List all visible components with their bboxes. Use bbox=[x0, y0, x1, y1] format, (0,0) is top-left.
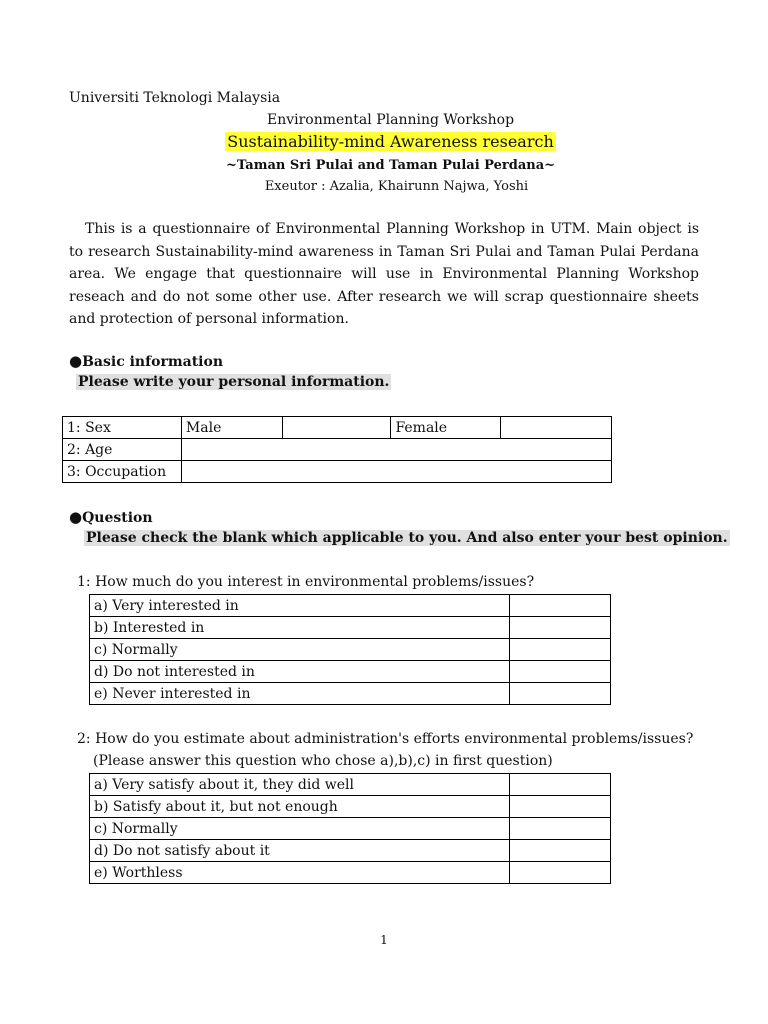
q1-option-label: c) Normally bbox=[90, 639, 510, 661]
q2-option-check-cell[interactable] bbox=[510, 840, 611, 862]
table-row bbox=[90, 862, 611, 884]
question-heading-text: Question bbox=[82, 510, 153, 526]
q2-option-label: d) Do not satisfy about it bbox=[90, 840, 510, 862]
question-1-table bbox=[89, 594, 611, 705]
basic-info-instruction: Please write your personal information. bbox=[78, 374, 390, 390]
q1-option-check-cell[interactable] bbox=[510, 683, 611, 705]
q2-option-label: b) Satisfy about it, but not enough bbox=[90, 796, 510, 818]
basic-info-heading bbox=[69, 352, 223, 370]
intro-paragraph: This is a questionnaire of Environmental Planning Workshop in UTM. Main object is to research Sustainability-mind awareness in Taman Sri Pulai and Taman Pulai Perdana area. We engage that questionnaire will use in Environmental Planning Workshop reseach and do not some other use. After research we will scrap questionnaire sheets and protection of personal information. bbox=[69, 221, 699, 327]
q1-option-label: e) Never interested in bbox=[90, 683, 510, 705]
table-row bbox=[90, 840, 611, 862]
table-row bbox=[90, 796, 611, 818]
document-title: Sustainability-mind Awareness research bbox=[227, 132, 554, 151]
table-row bbox=[90, 639, 611, 661]
table-row bbox=[63, 417, 612, 439]
question-heading bbox=[69, 508, 153, 526]
q1-option-label: a) Very interested in bbox=[90, 595, 510, 617]
q2-option-check-cell[interactable] bbox=[510, 818, 611, 840]
table-row bbox=[63, 439, 612, 461]
basic-info-heading-text: Basic information bbox=[82, 354, 224, 370]
female-label: Female bbox=[391, 417, 501, 439]
table-row bbox=[90, 661, 611, 683]
q1-option-check-cell[interactable] bbox=[510, 617, 611, 639]
q2-option-label: a) Very satisfy about it, they did well bbox=[90, 774, 510, 796]
q2-option-label: e) Worthless bbox=[90, 862, 510, 884]
question-2-table bbox=[89, 773, 611, 884]
q1-option-label: d) Do not interested in bbox=[90, 661, 510, 683]
question-instruction-wrap bbox=[84, 530, 730, 546]
q2-option-check-cell[interactable] bbox=[510, 796, 611, 818]
age-label: 2: Age bbox=[63, 439, 182, 461]
male-checkbox-cell[interactable] bbox=[282, 417, 391, 439]
bullet-icon: ● bbox=[69, 508, 83, 526]
university-name: Universiti Teknologi Malaysia bbox=[69, 90, 281, 106]
question-2-note: (Please answer this question who chose a),b),c) in first question) bbox=[93, 753, 553, 769]
table-row bbox=[90, 683, 611, 705]
table-row bbox=[90, 774, 611, 796]
q2-option-check-cell[interactable] bbox=[510, 862, 611, 884]
occupation-field[interactable] bbox=[181, 461, 611, 483]
sex-label: 1: Sex bbox=[63, 417, 182, 439]
table-row bbox=[90, 595, 611, 617]
basic-info-table bbox=[62, 416, 612, 483]
female-checkbox-cell[interactable] bbox=[501, 417, 612, 439]
q1-option-check-cell[interactable] bbox=[510, 639, 611, 661]
document-subtitle: ~Taman Sri Pulai and Taman Pulai Perdana~ bbox=[225, 158, 556, 173]
table-row bbox=[63, 461, 612, 483]
table-row bbox=[90, 617, 611, 639]
basic-info-instruction-wrap bbox=[76, 374, 391, 390]
q1-option-label: b) Interested in bbox=[90, 617, 510, 639]
q2-option-label: c) Normally bbox=[90, 818, 510, 840]
male-label: Male bbox=[181, 417, 282, 439]
question-1-text: 1: How much do you interest in environmental problems/issues? bbox=[77, 574, 535, 590]
q1-option-check-cell[interactable] bbox=[510, 595, 611, 617]
q1-option-check-cell[interactable] bbox=[510, 661, 611, 683]
workshop-name: Environmental Planning Workshop bbox=[266, 112, 515, 128]
question-instruction: Please check the blank which applicable to you. And also enter your best opinion. bbox=[86, 530, 728, 546]
page-number: 1 bbox=[380, 933, 388, 947]
table-row bbox=[90, 818, 611, 840]
age-field[interactable] bbox=[181, 439, 611, 461]
title-wrap bbox=[0, 132, 768, 151]
occupation-label: 3: Occupation bbox=[63, 461, 182, 483]
question-2-text: 2: How do you estimate about administration's efforts environmental problems/issues? bbox=[77, 731, 694, 747]
bullet-icon: ● bbox=[69, 352, 83, 370]
executor-line: Exeutor : Azalia, Khairunn Najwa, Yoshi bbox=[264, 179, 529, 194]
q2-option-check-cell[interactable] bbox=[510, 774, 611, 796]
